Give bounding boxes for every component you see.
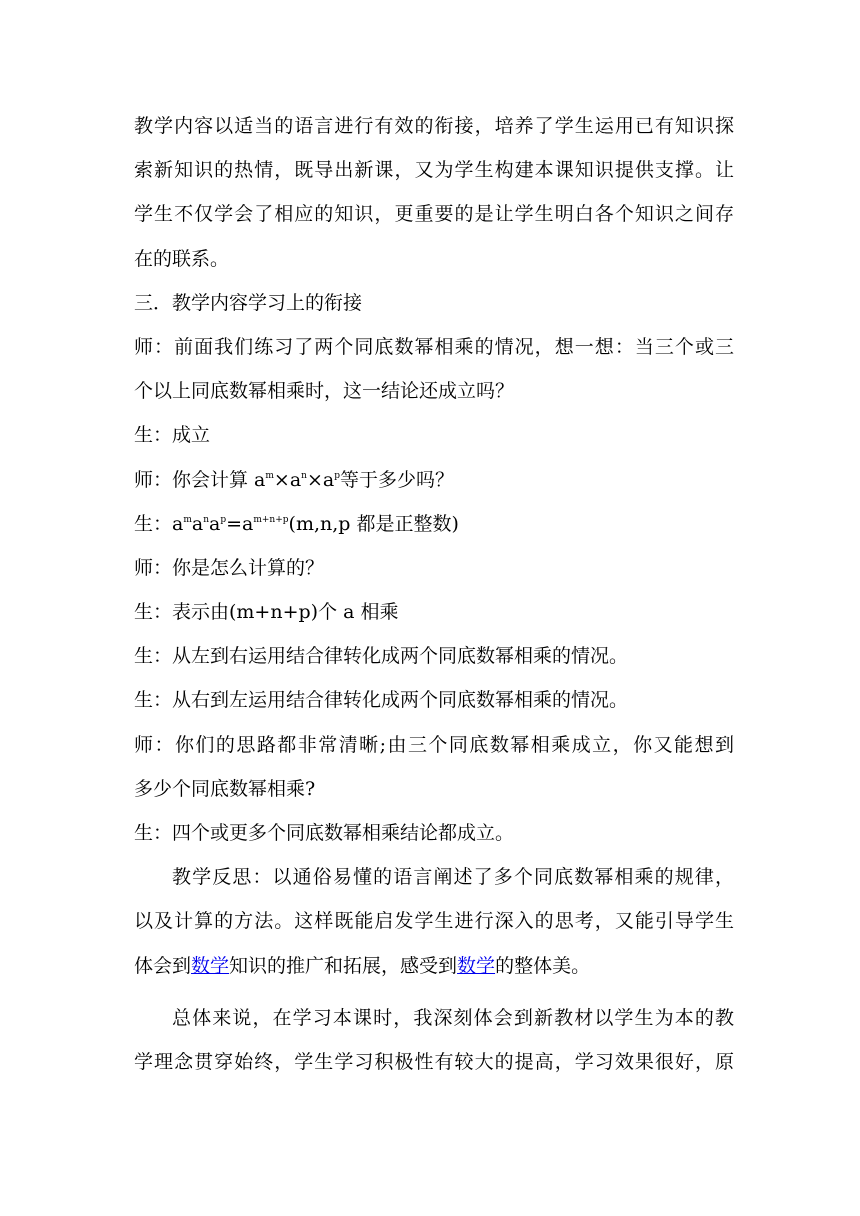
exponent: p [220,514,227,525]
text-run: (m,n,p 都是正整数) [288,512,459,535]
paragraph-line: 学生不仅学会了相应的知识，更重要的是让学生明白各个知识之间存 [134,203,734,226]
exponent: m [183,514,192,525]
student-line: 生：成立 [134,424,211,447]
text-run: 的整体美。 [495,954,591,977]
summary-line: 总体来说，在学习本课时，我深刻体会到新教材以学生为本的教 [172,1006,734,1029]
exponent: n [203,514,209,525]
student-line [134,502,734,546]
text-run: 体会到 [134,954,192,977]
teacher-line: 多少个同底数幂相乘? [134,777,316,800]
text-run: ×a [306,468,335,491]
student-line: 生：四个或更多个同底数幂相乘结论都成立。 [134,822,515,844]
exponent: n [301,470,307,481]
text-run: 知识的推广和拓展，感受到 [229,954,458,977]
student-line: 生：从左到右运用结合律转化成两个同底数幂相乘的情况。 [134,645,629,668]
text-run: 等于多少吗？ [339,468,454,491]
teacher-line [134,458,734,502]
paragraph-line: 在的联系。 [134,247,230,270]
student-line: 生：表示由(m+n+p)个 a 相乘 [134,601,399,624]
math-link[interactable]: 数学 [191,954,230,977]
exponent: p [334,470,340,481]
teacher-line: 师：你们的思路都非常清晰;由三个同底数幂相乘成立，你又能想到 [134,733,734,756]
math-link[interactable]: 数学 [457,954,496,977]
text-run: a [209,512,221,535]
teacher-line: 个以上同底数幂相乘时，这一结论还成立吗？ [134,380,515,403]
text-run: a [191,512,204,535]
paragraph-line: 教学内容以适当的语言进行有效的衔接，培养了学生运用已有知识探 [134,115,734,137]
section-heading: 三．教学内容学习上的衔接 [134,291,363,314]
teacher-line: 师：前面我们练习了两个同底数幂相乘的情况，想一想：当三个或三 [134,335,734,358]
exponent: m [265,470,274,481]
document-page [134,104,734,1084]
reflection-line [134,944,734,988]
summary-line: 学理念贯穿始终，学生学习积极性有较大的提高，学习效果很好，原 [134,1050,734,1073]
text-run: ×a [273,468,302,491]
reflection-line: 以及计算的方法。这样既能启发学生进行深入的思考，又能引导学生 [134,910,734,933]
text-run: =a [226,512,254,535]
text-run: 师：你会计算 a [134,468,266,491]
text-run: 生：a [134,512,184,535]
student-line: 生：从右到左运用结合律转化成两个同底数幂相乘的情况。 [134,689,629,712]
paragraph-line: 索新知识的热情，既导出新课，又为学生构建本课知识提供支撑。让 [134,159,734,182]
exponent: m+n+p [253,514,289,525]
teacher-line: 师：你是怎么计算的？ [134,556,325,579]
reflection-line: 教学反思：以通俗易懂的语言阐述了多个同底数幂相乘的规律， [172,866,734,889]
